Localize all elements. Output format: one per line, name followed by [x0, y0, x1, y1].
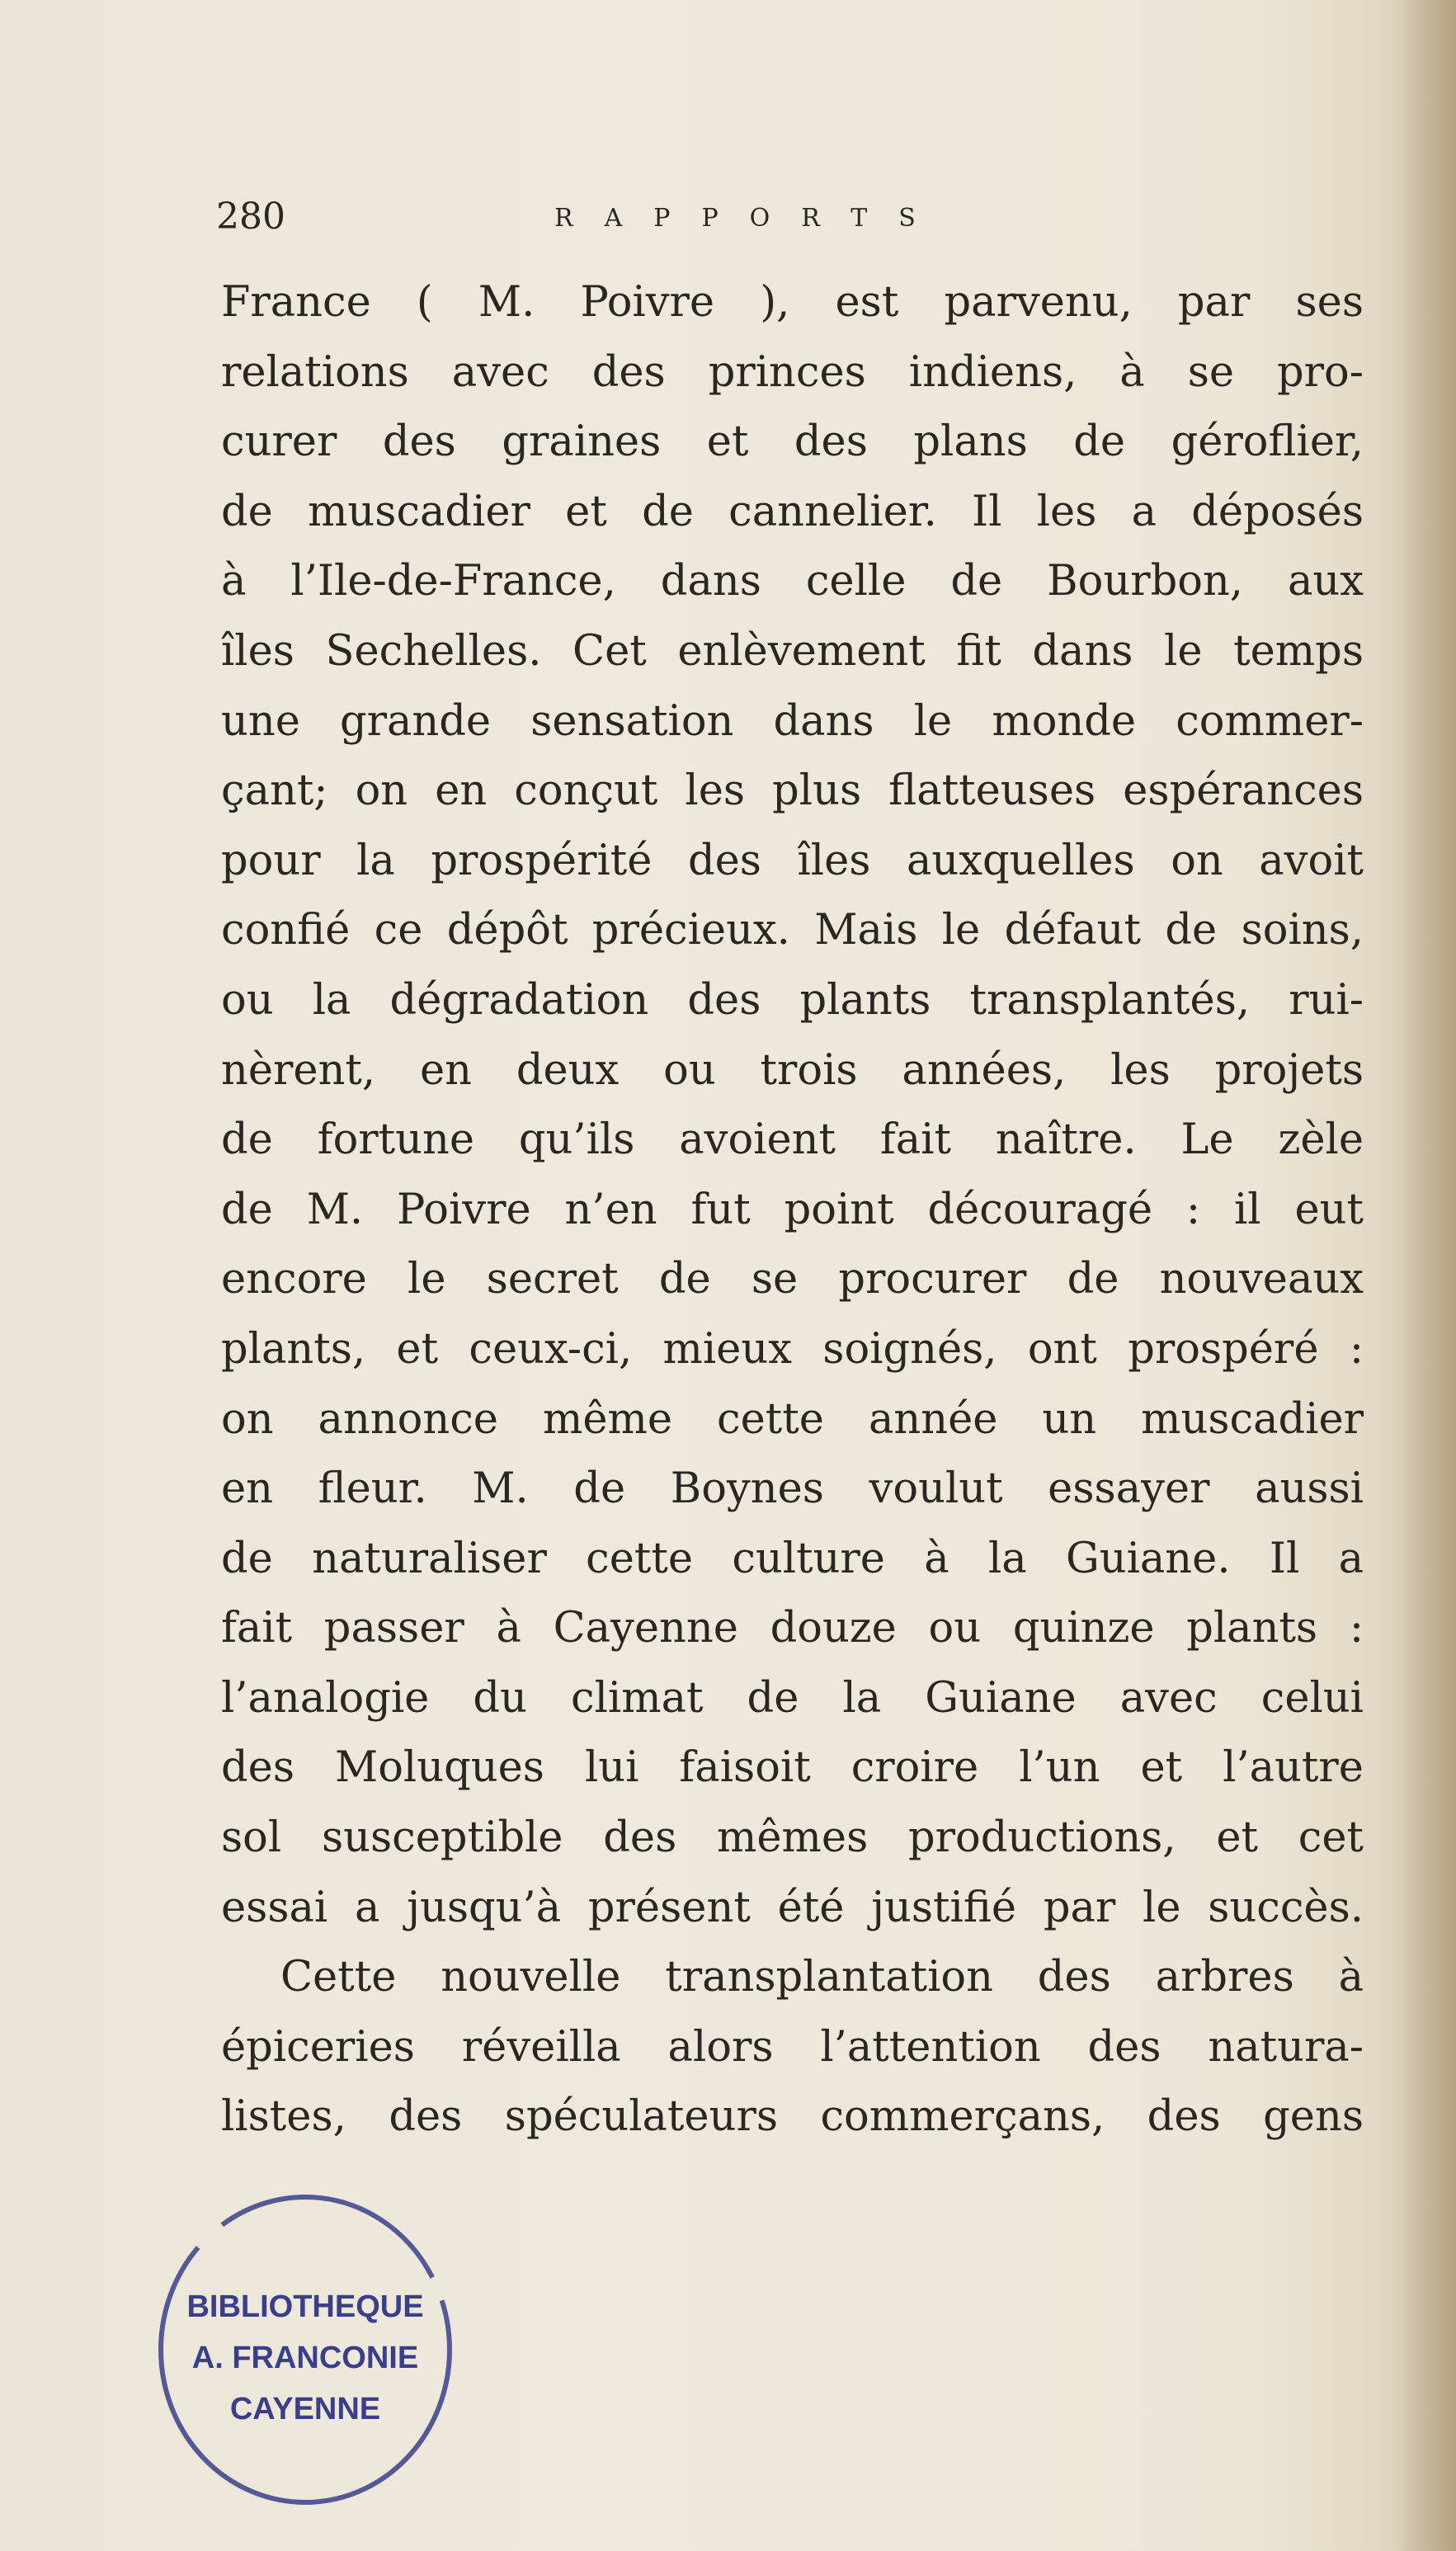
text-line: des Moluques lui faisoit croire l’un et l’autre [221, 1743, 1364, 1793]
paragraph-start-line: Cette nouvelle transplantation des arbres à [280, 1953, 1364, 2002]
binding-shadow [1398, 0, 1456, 2551]
text-line: à l’Ile-de-France, dans celle de Bourbon, aux [221, 557, 1364, 606]
text-line: relations avec des princes indiens, à se pro- [221, 347, 1364, 397]
running-head: RAPPORTS [554, 204, 947, 233]
stamp-line-2: A. FRANCONIE [191, 2341, 419, 2375]
text-line: ou la dégradation des plants transplantés, rui- [221, 975, 1364, 1025]
text-line: plants, et ceux-ci, mieux soignés, ont prospéré : [221, 1324, 1364, 1374]
text-line: une grande sensation dans le monde commer- [221, 696, 1364, 746]
text-line: on annonce même cette année un muscadier [221, 1394, 1364, 1444]
text-line: en fleur. M. de Boynes voulut essayer aussi [221, 1464, 1364, 1514]
text-line: de M. Poivre n’en fut point découragé : il eut [221, 1185, 1364, 1234]
text-line: essai a jusqu’à présent été justifié par le succès. [221, 1883, 1364, 1932]
text-line: France ( M. Poivre ), est parvenu, par ses [221, 278, 1364, 327]
text-line: îles Sechelles. Cet enlèvement fit dans le temps [221, 626, 1364, 676]
text-line: sol susceptible des mêmes productions, et cet [221, 1813, 1364, 1863]
text-line: nèrent, en deux ou trois années, les projets [221, 1045, 1364, 1095]
page-header [216, 188, 1371, 246]
stamp-line-3: CAYENNE [229, 2392, 381, 2426]
text-line: de muscadier et de cannelier. Il les a déposés [221, 487, 1364, 536]
body-text [221, 268, 1364, 2153]
text-line: confié ce dépôt précieux. Mais le défaut de soins, [221, 906, 1364, 955]
text-line: de naturaliser cette culture à la Guiane. Il a [221, 1534, 1364, 1583]
text-line: curer des graines et des plans de géroflier, [221, 417, 1364, 467]
text-line: pour la prospérité des îles auxquelles on avoit [221, 836, 1364, 885]
text-line: épiceries réveilla alors l’attention des natura- [221, 2022, 1364, 2072]
text-line: çant; on en conçut les plus flatteuses espérances [221, 766, 1364, 816]
text-line: l’analogie du climat de la Guiane avec celui [221, 1673, 1364, 1723]
stamp-line-1: BIBLIOTHEQUE [186, 2289, 424, 2324]
text-line: encore le secret de se procurer de nouveaux [221, 1255, 1364, 1304]
library-stamp-graphic [142, 2178, 472, 2533]
text-line: fait passer à Cayenne douze ou quinze plants : [221, 1604, 1364, 1653]
text-line: listes, des spéculateurs commerçans, des gens [221, 2092, 1364, 2142]
text-line: de fortune qu’ils avoient fait naître. Le zèle [221, 1115, 1364, 1165]
page-number: 280 [216, 196, 285, 238]
library-stamp [142, 2178, 472, 2533]
